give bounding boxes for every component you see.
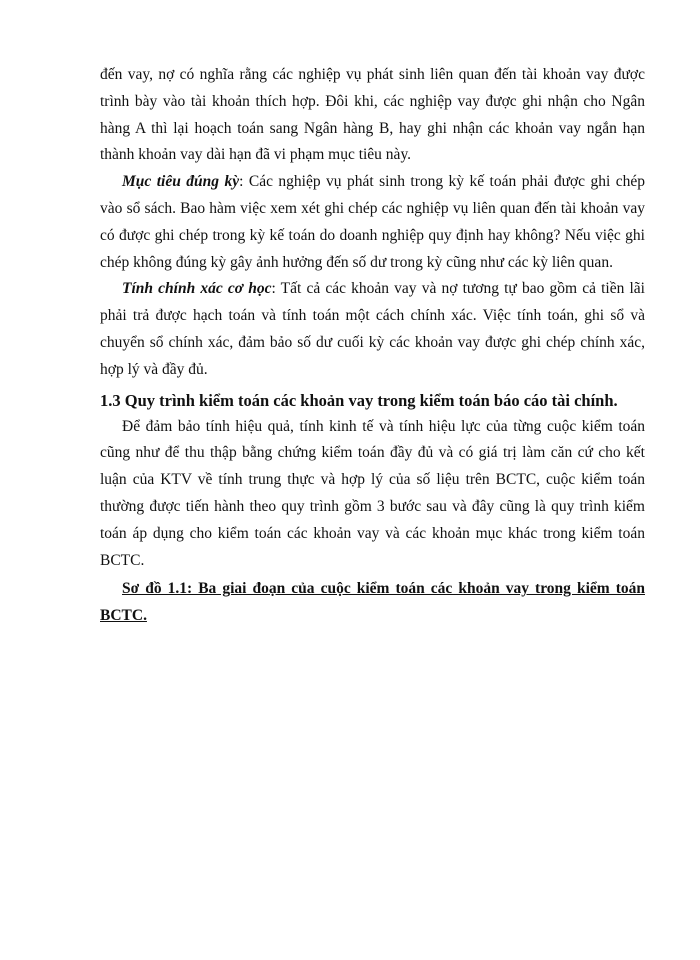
section-heading: 1.3 Quy trình kiểm toán các khoản vay trong kiểm toán báo cáo tài chính. — [100, 390, 618, 410]
document-body — [100, 62, 645, 630]
objective-period-paragraph — [100, 169, 645, 276]
objective-accuracy-paragraph — [100, 276, 645, 383]
section-paragraph: Để đảm bảo tính hiệu quả, tính kinh tế và tính hiệu lực của từng cuộc kiểm toán cũng như để thu thập bằng chứng kiểm toán đầy đủ và có giá trị làm căn cứ cho kết luận của KTV về tính trung thực và hợp lý của số liệu trên BCTC, cuộc kiểm toán thường được tiến hành theo quy trình gồm 3 bước sau và đây cũng là quy trình kiểm toán áp dụng cho kiểm toán các khoản vay và các khoản mục khác trong kiểm toán BCTC. — [100, 417, 645, 569]
intro-paragraph: đến vay, nợ có nghĩa rằng các nghiệp vụ phát sinh liên quan đến tài khoản vay được trình bày vào tài khoản thích hợp. Đôi khi, các nghiệp vay được ghi nhận cho Ngân hàng A thì lại hoạch toán sang Ngân hàng B, hay ghi nhận các khoản vay ngắn hạn thành khoản vay dài hạn đã vi phạm mục tiêu này. — [100, 66, 645, 164]
objective-accuracy-label: Tính chính xác cơ học — [122, 280, 272, 298]
objective-period-text: : Các nghiệp vụ phát sinh trong kỳ kế toán phải được ghi chép vào sổ sách. Bao hàm việc xem xét ghi chép các nghiệp vụ liên quan đến tài khoản vay có được ghi chép trong kỳ kế toán do doanh nghiệp quy định hay không? Nếu việc ghi chép không đúng kỳ gây ảnh hưởng đến số dư trong kỳ cũng như các kỳ liên quan. — [100, 173, 645, 271]
objective-accuracy-text: : Tất cả các khoản vay và nợ tương tự bao gồm cả tiền lãi phải trả được hạch toán và tính toán một cách chính xác. Việc tính toán, ghi sổ và chuyển sổ chính xác, đảm bảo số dư cuối kỳ các khoản vay được ghi chép chính xác, hợp lý và đầy đủ. — [100, 280, 645, 378]
objective-period-label: Mục tiêu đúng kỳ — [122, 173, 240, 191]
diagram-caption: Sơ đồ 1.1: Ba giai đoạn của cuộc kiểm toán các khoản vay trong kiểm toán BCTC. — [100, 580, 645, 625]
